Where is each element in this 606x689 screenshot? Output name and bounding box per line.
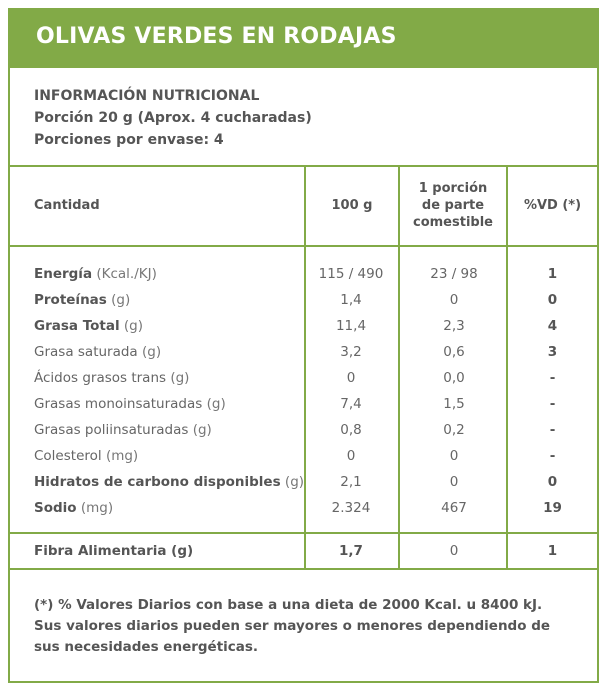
value-portion: 0,2	[443, 422, 465, 438]
table-row-fibra	[10, 539, 597, 565]
value-vd: 4	[547, 318, 558, 334]
header-portion-line: comestible	[413, 215, 493, 230]
nutrition-info	[34, 85, 312, 151]
value-portion: 23 / 98	[430, 266, 478, 282]
header-100g: 100 g	[331, 198, 373, 213]
value-vd: 3	[547, 344, 558, 360]
info-heading: INFORMACIÓN NUTRICIONAL	[34, 88, 260, 104]
value-portion: 467	[441, 500, 467, 516]
nutrient-label: Colesterol	[34, 448, 102, 464]
value-100g: 0,8	[340, 422, 362, 438]
footnote	[34, 595, 574, 658]
header-portion-line: de parte	[421, 198, 485, 213]
nutrient-label: Proteínas	[34, 292, 107, 308]
footnote-line: (*) % Valores Diarios con base a una dieta de 2000 Kcal. u 8400 kJ.	[34, 597, 543, 613]
table-row	[10, 496, 597, 522]
nutrient-name	[34, 474, 304, 490]
table-row	[10, 340, 597, 366]
nutrient-name	[34, 344, 161, 360]
value-100g: 1,4	[340, 292, 362, 308]
nutrient-label: Hidratos de carbono disponibles	[34, 474, 281, 490]
product-title: OLIVAS VERDES EN RODAJAS	[36, 24, 397, 49]
nutrient-name	[34, 396, 226, 412]
value-100g: 2,1	[340, 474, 362, 490]
nutrient-unit: (g)	[206, 396, 226, 412]
value-vd: 0	[547, 474, 558, 490]
nutrient-label: Grasa saturada	[34, 344, 138, 360]
nutrient-label: Grasas poliinsaturadas	[34, 422, 189, 438]
value-vd: 1	[547, 266, 558, 282]
value-portion: 0	[449, 448, 459, 464]
nutrient-name	[34, 292, 130, 308]
nutrient-label: Grasas monoinsaturadas	[34, 396, 203, 412]
nutrient-name	[34, 266, 157, 282]
table-row	[10, 418, 597, 444]
value-vd: 19	[543, 500, 562, 516]
header-portion	[400, 180, 506, 231]
header-cantidad: Cantidad	[34, 198, 100, 213]
value-vd: -	[549, 448, 556, 464]
table-row	[10, 366, 597, 392]
value-vd: -	[549, 422, 556, 438]
nutrient-name: Fibra Alimentaria (g)	[34, 543, 194, 559]
nutrient-label: Energía	[34, 266, 93, 282]
value-vd: -	[549, 396, 556, 412]
table-row	[10, 444, 597, 470]
nutrient-unit: (g)	[170, 370, 190, 386]
nutrient-unit: (g)	[123, 318, 143, 334]
value-portion: 1,5	[443, 396, 465, 412]
nutrient-name	[34, 318, 143, 334]
value-100g: 7,4	[340, 396, 362, 412]
value-vd: 0	[547, 292, 558, 308]
info-servings: Porciones por envase: 4	[34, 132, 224, 148]
table-row	[10, 262, 597, 288]
header-vd: %VD (*)	[523, 198, 582, 213]
title-bar	[10, 10, 597, 68]
nutrient-unit: (mg)	[80, 500, 114, 516]
nutrient-unit: (mg)	[105, 448, 139, 464]
value-100g: 115 / 490	[318, 266, 384, 282]
nutrient-unit: (g)	[142, 344, 162, 360]
nutrient-name	[34, 500, 113, 516]
value-portion: 0	[449, 292, 459, 308]
value-vd: -	[549, 370, 556, 386]
nutrient-label: Ácidos grasos trans	[34, 370, 167, 386]
nutrient-label: Sodio	[34, 500, 77, 516]
table-row	[10, 470, 597, 496]
info-portion: Porción 20 g (Aprox. 4 cucharadas)	[34, 110, 312, 126]
nutrient-name	[34, 370, 189, 386]
value-portion: 0	[449, 474, 459, 490]
table-row	[10, 288, 597, 314]
value-portion: 0	[449, 543, 459, 559]
header-portion-line: 1 porción	[418, 181, 488, 196]
value-100g: 1,7	[339, 543, 363, 559]
nutrient-unit: (Kcal./KJ)	[96, 266, 157, 282]
value-portion: 0,0	[443, 370, 465, 386]
value-100g: 0	[346, 448, 356, 464]
value-100g: 11,4	[335, 318, 367, 334]
table-row	[10, 392, 597, 418]
nutrient-label: Grasa Total	[34, 318, 120, 334]
value-100g: 2.324	[331, 500, 371, 516]
value-100g: 0	[346, 370, 356, 386]
value-portion: 0,6	[443, 344, 465, 360]
nutrient-name	[34, 448, 138, 464]
nutrient-unit: (g)	[111, 292, 131, 308]
value-portion: 2,3	[443, 318, 465, 334]
nutrition-panel	[8, 8, 599, 683]
value-vd: 1	[547, 543, 558, 559]
nutrient-unit: (g)	[192, 422, 212, 438]
nutrient-name	[34, 422, 212, 438]
table-row	[10, 314, 597, 340]
nutrient-unit: (g)	[284, 474, 305, 490]
value-100g: 3,2	[340, 344, 362, 360]
footnote-line: Sus valores diarios pueden ser mayores o menores dependiendo de sus necesidades energéticas.	[34, 618, 551, 655]
